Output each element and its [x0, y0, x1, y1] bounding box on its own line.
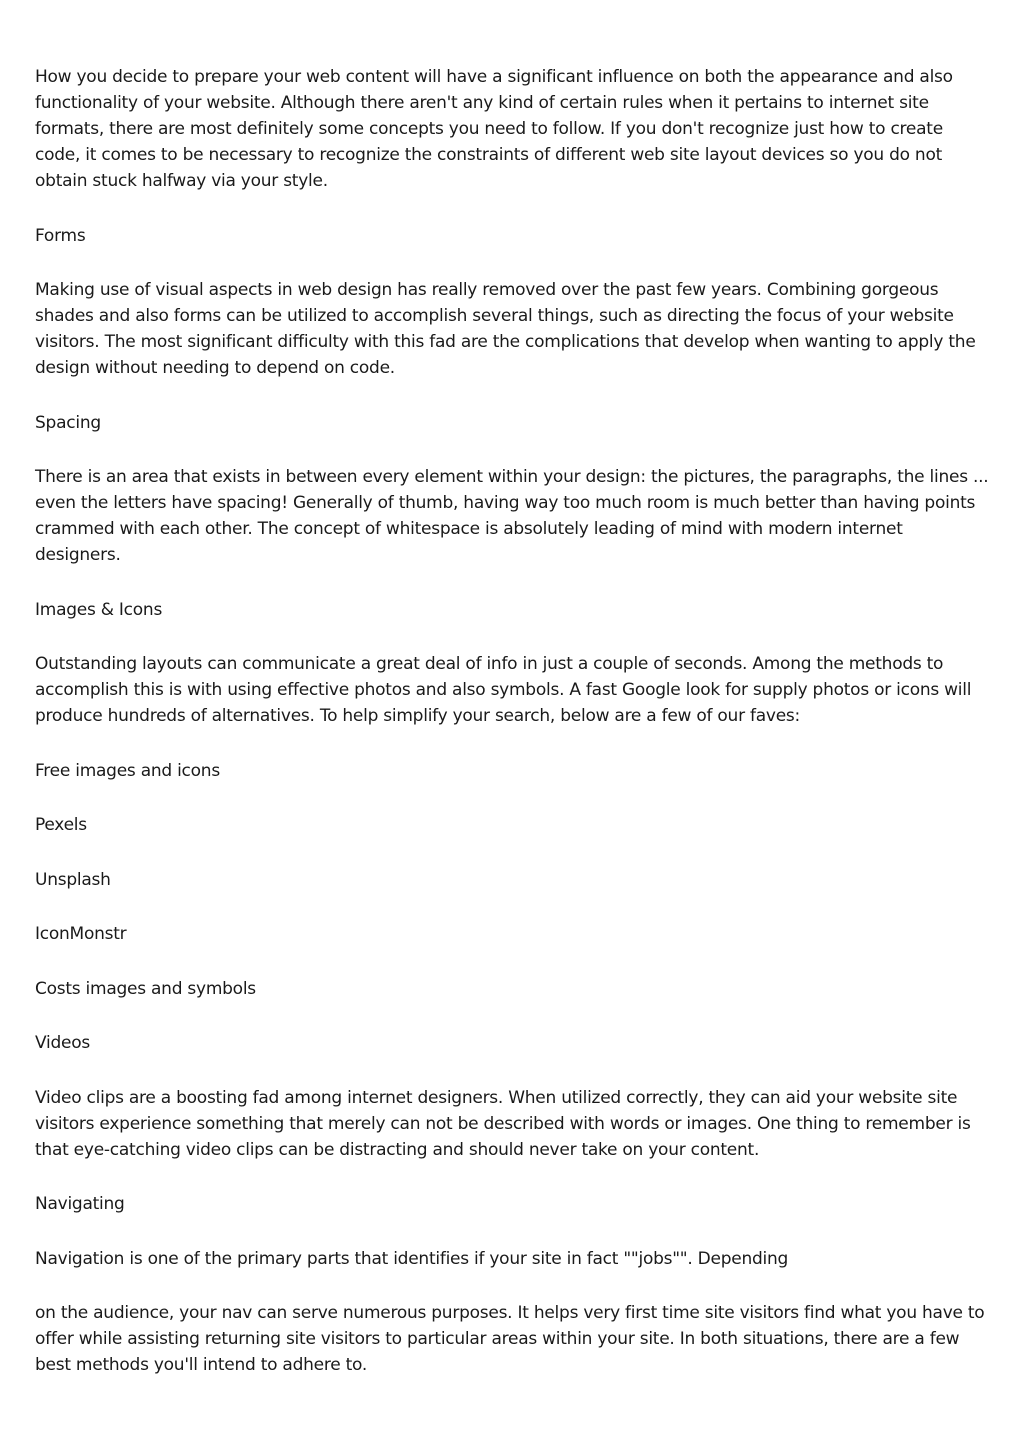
- section-heading-videos: Videos: [35, 1033, 90, 1053]
- spacing-paragraph: There is an area that exists in between every element within your design: the pictures, the paragraphs, the lines ... even the letters have spacing! Generally of thumb, having way too much room is much better than having points crammed with each other. The concept of whitespace is absolutely leading of mind with modern internet designers.: [35, 467, 989, 565]
- intro-paragraph: How you decide to prepare your web content will have a significant influence on both the appearance and also functionality of your website. Although there aren't any kind of certain rules when it pertains to internet site formats, there are most definitely some concepts you need to follow. If you don't recognize just how to create code, it comes to be necessary to recognize the constraints of different web site layout devices so you do not obtain stuck halfway via your style.: [35, 67, 953, 191]
- videos-paragraph: Video clips are a boosting fad among internet designers. When utilized correctly, they can aid your website site visitors experience something that merely can not be described with words or images. One thing to remember is that eye-catching video clips can be distracting and should never take on your content.: [35, 1087, 971, 1160]
- list-item-costs-images: Costs images and symbols: [35, 978, 256, 999]
- section-heading-images-icons: Images & Icons: [35, 599, 163, 620]
- list-item-pexels: Pexels: [35, 815, 87, 835]
- forms-paragraph: Making use of visual aspects in web design has really removed over the past few years. Combining gorgeous shades and also forms can be utilized to accomplish several things, such as directing the focus of your website visitors. The most significant difficulty with this fad are the complications that develop when wanting to apply the design without needing to depend on code.: [35, 280, 976, 378]
- section-heading-navigating: Navigating: [35, 1194, 125, 1214]
- list-item-iconmonstr: IconMonstr: [35, 924, 127, 944]
- section-heading-forms: Forms: [35, 225, 86, 246]
- list-item-free-images: Free images and icons: [35, 760, 220, 781]
- list-item-unsplash: Unsplash: [35, 869, 111, 890]
- images-icons-paragraph: Outstanding layouts can communicate a great deal of info in just a couple of seconds. Among the methods to accomplish this is with using effective photos and also symbols. A fast Google look for supply photos or icons will produce hundreds of alternatives. To help simplify your search, below are a few of our faves:: [35, 654, 972, 726]
- navigating-paragraph: Navigation is one of the primary parts that identifies if your site in fact ""jobs"". Depending: [35, 1248, 789, 1269]
- document-body: [35, 64, 990, 1407]
- navigating-continued-paragraph: on the audience, your nav can serve numerous purposes. It helps very first time site visitors find what you have to offer while assisting returning site visitors to particular areas within your site. In both situations, there are a few best methods you'll intend to adhere to.: [35, 1303, 985, 1375]
- section-heading-spacing: Spacing: [35, 412, 101, 433]
